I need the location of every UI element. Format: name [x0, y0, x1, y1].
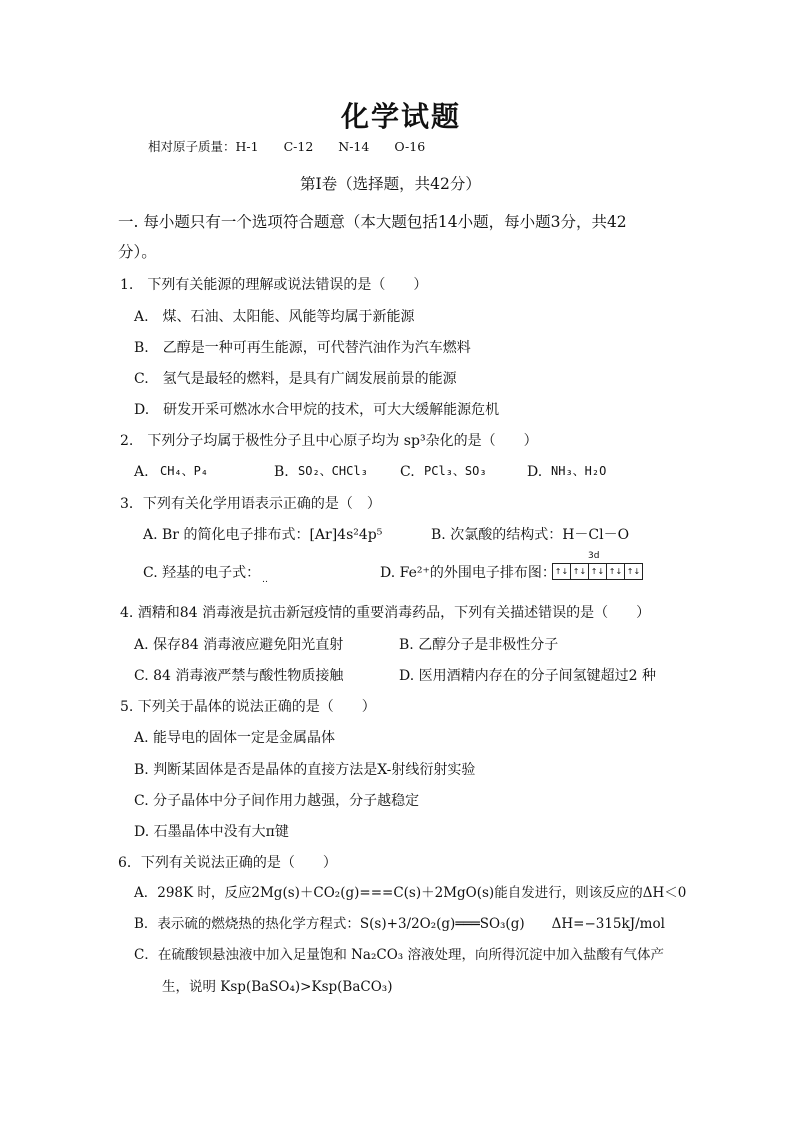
question-2-option-a-label: A. — [134, 464, 149, 480]
question-2-stem: 2. 下列分子均属于极性分子且中心原子均为 sp³杂化的是（ ） — [120, 433, 538, 449]
question-3-option-c: C. 羟基的电子式： — [143, 565, 261, 581]
orbital-box: ↑↓ — [624, 563, 643, 580]
orbital-box: ↑↓ — [588, 563, 607, 580]
question-6-option-a: A．298K 时，反应2Mg(s)＋CO₂(g)===C(s)＋2MgO(s)能自发进行，则该反应的ΔH＜0 — [134, 885, 687, 901]
question-2-option-c-label: C. — [400, 464, 415, 480]
question-5-option-c: C. 分子晶体中分子间作用力越强，分子越稳定 — [134, 793, 420, 809]
hydroxyl-electron-dots: ‥ — [262, 575, 270, 585]
question-6-stem: 6．下列有关说法正确的是（ ） — [118, 855, 337, 871]
question-4-stem: 4. 酒精和84 消毒液是抗击新冠疫情的重要消毒药品，下列有关描述错误的是（ ） — [120, 605, 651, 621]
question-3-option-d: D. Fe²⁺的外围电子排布图： — [380, 565, 556, 581]
atomic-mass-line: 相对原子质量：H-1 C-12 N-14 O-16 — [148, 139, 426, 154]
question-4-option-a: A. 保存84 消毒液应避免阳光直射 — [134, 637, 344, 653]
question-1-option-c: C. 氢气是最轻的燃料，是具有广阔发展前景的能源 — [134, 371, 457, 387]
question-4-option-d: D. 医用酒精内存在的分子间氢键超过2 种 — [399, 668, 656, 684]
question-1-option-b: B. 乙醇是一种可再生能源，可代替汽油作为汽车燃料 — [134, 340, 471, 356]
question-4-option-b: B. 乙醇分子是非极性分子 — [399, 637, 559, 653]
instruction-line-1: 一. 每小题只有一个选项符合题意（本大题包括14小题，每小题3分，共42 — [118, 213, 627, 231]
question-5-option-d: D. 石墨晶体中没有大π键 — [134, 824, 289, 840]
question-5-option-b: B. 判断某固体是否是晶体的直接方法是X-射线衍射实验 — [134, 762, 476, 778]
question-6-option-c-line-2: 生，说明 Ksp(BaSO₄)>Ksp(BaCO₃) — [162, 979, 393, 995]
question-2-option-b-label: B. — [274, 464, 289, 480]
question-4-option-c: C. 84 消毒液严禁与酸性物质接触 — [134, 668, 344, 684]
question-5-option-a: A. 能导电的固体一定是金属晶体 — [134, 730, 336, 746]
question-1-option-d: D. 研发开采可燃冰水合甲烷的技术，可大大缓解能源危机 — [134, 402, 500, 418]
question-2-option-a: CH₄、P₄ — [160, 464, 209, 478]
question-2-option-d: NH₃、H₂O — [551, 464, 607, 478]
question-3-option-b: B. 次氯酸的结构式：H－Cl－O — [431, 527, 630, 543]
question-2-option-b: SO₂、CHCl₃ — [298, 464, 368, 478]
question-3-option-a: A. Br 的简化电子排布式：[Ar]4s²4p⁵ — [143, 527, 383, 543]
question-1-stem: 1. 下列有关能源的理解或说法错误的是（ ） — [120, 277, 428, 293]
question-2-option-c: PCl₃、SO₃ — [424, 464, 487, 478]
page-title: 化学试题 — [341, 100, 462, 133]
question-6-option-c-line-1: C．在硫酸钡悬浊液中加入足量饱和 Na₂CO₃ 溶液处理，向所得沉淀中加入盐酸有气体产 — [134, 947, 664, 963]
question-5-stem: 5. 下列关于晶体的说法正确的是（ ） — [120, 699, 376, 715]
orbital-box: ↑↓ — [570, 563, 589, 580]
section-heading: 第Ⅰ卷（选择题，共42分） — [300, 175, 481, 193]
question-2-option-d-label: D. — [527, 464, 543, 480]
instruction-line-2: 分）。 — [118, 243, 157, 261]
question-1-option-a: A. 煤、石油、太阳能、风能等均属于新能源 — [134, 309, 415, 325]
question-6-option-b: B．表示硫的燃烧热的热化学方程式：S(s)+3/2O₂(g)═══SO₃(g) ΔH=−315kJ/mol — [134, 916, 665, 932]
orbital-diagram — [552, 563, 642, 580]
orbital-box: ↑↓ — [606, 563, 625, 580]
question-3-stem: 3．下列有关化学用语表示正确的是（ ） — [120, 496, 381, 512]
orbital-label-3d: 3d — [588, 551, 600, 561]
orbital-box: ↑↓ — [552, 563, 571, 580]
